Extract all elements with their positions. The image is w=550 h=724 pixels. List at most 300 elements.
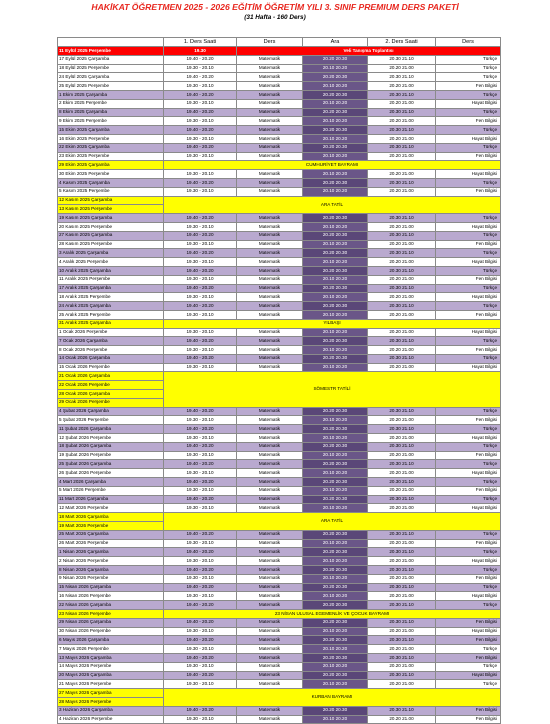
row-ders1: Matematik xyxy=(237,90,303,99)
holiday-row xyxy=(58,513,501,522)
row-slot1: 19.30 - 20.10 xyxy=(164,187,237,196)
row-ara: 20.20 20.30 xyxy=(303,548,368,557)
row-ara: 20.10 20.20 xyxy=(303,434,368,443)
row-date: 19 Şubat 2026 Perşembe xyxy=(58,451,164,460)
row-ara: 20.10 20.20 xyxy=(303,504,368,513)
table-row xyxy=(58,117,501,126)
row-slot2: 20.30 21.10 xyxy=(368,55,436,64)
row-date: 5 Kasım 2025 Perşembe xyxy=(58,187,164,196)
row-slot2: 20.20 21.00 xyxy=(368,680,436,689)
row-ders2: Fen Bilgisi xyxy=(436,539,501,548)
row-ders1: Matematik xyxy=(237,495,303,504)
row-ders1: Matematik xyxy=(237,574,303,583)
row-date: 27 Mayıs 2026 Çarşamba xyxy=(58,689,164,698)
row-date: 25 Eylül 2025 Perşembe xyxy=(58,82,164,91)
row-slot2: 20.30 21.10 xyxy=(368,90,436,99)
row-date: 20 Kasım 2025 Perşembe xyxy=(58,222,164,231)
row-ders2: Türkçe xyxy=(436,302,501,311)
holiday-label: CUMHURİYET BAYRAMI xyxy=(164,161,501,170)
row-slot2: 20.30 21.10 xyxy=(368,143,436,152)
holiday-label: YILBAŞI xyxy=(164,319,501,328)
row-slot1: 19.40 - 20.20 xyxy=(164,425,237,434)
row-date: 4 Haziran 2026 Perşembe xyxy=(58,715,164,724)
row-slot1: 19.30 - 20.10 xyxy=(164,451,237,460)
row-ders1: Matematik xyxy=(237,706,303,715)
row-slot2: 20.20 21.00 xyxy=(368,187,436,196)
row-ara: 20.10 20.20 xyxy=(303,416,368,425)
row-date: 19 Kasım 2025 Çarşamba xyxy=(58,214,164,223)
row-ders1: Matematik xyxy=(237,346,303,355)
row-slot2: 20.30 21.10 xyxy=(368,302,436,311)
row-ders1: Matematik xyxy=(237,266,303,275)
row-slot1: 19.30 - 20.10 xyxy=(164,99,237,108)
row-slot2: 20.20 21.00 xyxy=(368,117,436,126)
row-slot1: 19.30 - 20.10 xyxy=(164,117,237,126)
row-date: 18 Aralık 2025 Perşembe xyxy=(58,293,164,302)
table-row xyxy=(58,566,501,575)
row-ders2: Türkçe xyxy=(436,55,501,64)
table-row xyxy=(58,451,501,460)
row-date: 10 Aralık 2025 Çarşamba xyxy=(58,266,164,275)
table-row xyxy=(58,82,501,91)
row-ara: 20.20 20.30 xyxy=(303,231,368,240)
row-ders2: Türkçe xyxy=(436,126,501,135)
row-slot1: 19.40 - 20.20 xyxy=(164,653,237,662)
row-slot1: 19.30 - 20.10 xyxy=(164,152,237,161)
row-slot1: 19.30 - 20.10 xyxy=(164,557,237,566)
table-row xyxy=(58,231,501,240)
row-slot1: 19.40 - 20.20 xyxy=(164,460,237,469)
row-date: 13 Kasım 2025 Perşembe xyxy=(58,205,164,214)
row-ders1: Matematik xyxy=(237,73,303,82)
row-ders1: Matematik xyxy=(237,504,303,513)
row-date: 8 Ocak 2026 Perşembe xyxy=(58,346,164,355)
row-ara: 20.10 20.20 xyxy=(303,592,368,601)
row-ders1: Matematik xyxy=(237,126,303,135)
row-slot1: 19.40 - 20.20 xyxy=(164,478,237,487)
row-ders2: Türkçe xyxy=(436,442,501,451)
row-ara: 20.20 20.30 xyxy=(303,425,368,434)
row-ara: 20.10 20.20 xyxy=(303,134,368,143)
row-date: 27 Kasım 2025 Çarşamba xyxy=(58,231,164,240)
table-row xyxy=(58,152,501,161)
row-slot2: 20.20 21.00 xyxy=(368,275,436,284)
row-slot1: 19.40 - 20.20 xyxy=(164,601,237,610)
row-ara: 20.20 20.30 xyxy=(303,55,368,64)
row-ders2: Hayat Bilgisi xyxy=(436,504,501,513)
row-date: 18 Mart 2026 Çarşamba xyxy=(58,513,164,522)
holiday-row xyxy=(58,610,501,619)
row-slot1: 19.40 - 20.20 xyxy=(164,178,237,187)
row-ders2: Hayat Bilgisi xyxy=(436,557,501,566)
row-date: 4 Kasım 2025 Çarşamba xyxy=(58,178,164,187)
row-date: 8 Nisan 2026 Çarşamba xyxy=(58,566,164,575)
row-slot1: 19.40 - 20.20 xyxy=(164,108,237,117)
row-ders2: Fen Bilgisi xyxy=(436,706,501,715)
row-slot1: 19.30 - 20.10 xyxy=(164,662,237,671)
row-ders1: Matematik xyxy=(237,548,303,557)
row-slot2: 20.30 21.10 xyxy=(368,671,436,680)
table-row xyxy=(58,486,501,495)
row-date: 20 Mayıs 2026 Çarşamba xyxy=(58,671,164,680)
row-date: 11 Eylül 2025 Perşembe xyxy=(58,47,164,56)
row-slot1: 19.30 - 20.10 xyxy=(164,592,237,601)
row-slot1: 19.40 - 20.20 xyxy=(164,548,237,557)
row-ders1: Matematik xyxy=(237,143,303,152)
meeting-note: Veli Tanışma Toplantısı xyxy=(237,47,501,56)
holiday-row xyxy=(58,161,501,170)
row-date: 15 Nisan 2026 Çarşamba xyxy=(58,583,164,592)
row-slot2: 20.30 21.10 xyxy=(368,442,436,451)
row-slot2: 20.30 21.10 xyxy=(368,284,436,293)
row-ders1: Matematik xyxy=(237,117,303,126)
row-slot1: 19.40 - 20.20 xyxy=(164,143,237,152)
row-date: 1 Nisan 2026 Çarşamba xyxy=(58,548,164,557)
row-ders1: Matematik xyxy=(237,337,303,346)
row-date: 12 Kasım 2025 Çarşamba xyxy=(58,196,164,205)
table-row xyxy=(58,416,501,425)
table-row xyxy=(58,601,501,610)
row-ders2: Türkçe xyxy=(436,566,501,575)
table-row xyxy=(58,495,501,504)
row-date: 11 Mart 2026 Çarşamba xyxy=(58,495,164,504)
row-slot1: 19.30 - 20.10 xyxy=(164,715,237,724)
row-ders2: Fen Bilgisi xyxy=(436,715,501,724)
table-row xyxy=(58,108,501,117)
row-slot1: 19.40 - 20.20 xyxy=(164,266,237,275)
row-slot1: 19.30 - 20.10 xyxy=(164,64,237,73)
row-slot1: 19.30 - 20.10 xyxy=(164,469,237,478)
table-row xyxy=(58,354,501,363)
table-row xyxy=(58,645,501,654)
row-slot2: 20.30 21.10 xyxy=(368,495,436,504)
row-ara: 20.20 20.30 xyxy=(303,407,368,416)
row-ders2: Fen Bilgisi xyxy=(436,187,501,196)
table-row xyxy=(58,653,501,662)
table-row xyxy=(58,64,501,73)
row-ders1: Matematik xyxy=(237,653,303,662)
row-slot2: 20.30 21.10 xyxy=(368,354,436,363)
row-ders1: Matematik xyxy=(237,275,303,284)
row-ders1: Matematik xyxy=(237,662,303,671)
row-slot2: 20.30 21.10 xyxy=(368,73,436,82)
row-date: 18 Şubat 2026 Çarşamba xyxy=(58,442,164,451)
holiday-label: ARA TATİL xyxy=(164,513,501,531)
holiday-row xyxy=(58,372,501,381)
row-date: 12 Mart 2026 Perşembe xyxy=(58,504,164,513)
row-ders2: Türkçe xyxy=(436,680,501,689)
row-slot2: 20.20 21.00 xyxy=(368,627,436,636)
row-ders1: Matematik xyxy=(237,187,303,196)
row-date: 28 Ocak 2026 Çarşamba xyxy=(58,390,164,399)
holiday-row xyxy=(58,196,501,205)
row-slot1: 19.40 - 20.20 xyxy=(164,583,237,592)
row-ders1: Matematik xyxy=(237,152,303,161)
row-ders2: Fen Bilgisi xyxy=(436,275,501,284)
row-slot2: 20.20 21.00 xyxy=(368,82,436,91)
row-ara: 20.20 20.30 xyxy=(303,618,368,627)
row-ara: 20.20 20.30 xyxy=(303,671,368,680)
row-slot1: 19.30 - 20.10 xyxy=(164,486,237,495)
row-ders2: Türkçe xyxy=(436,601,501,610)
row-ders2: Türkçe xyxy=(436,407,501,416)
row-ders1: Matematik xyxy=(237,434,303,443)
row-ara: 20.20 20.30 xyxy=(303,126,368,135)
row-date: 8 Ekim 2025 Çarşamba xyxy=(58,108,164,117)
row-ders2: Hayat Bilgisi xyxy=(436,469,501,478)
row-ders2: Hayat Bilgisi xyxy=(436,99,501,108)
row-ara: 20.20 20.30 xyxy=(303,178,368,187)
row-ders1: Matematik xyxy=(237,680,303,689)
row-ara: 20.20 20.30 xyxy=(303,653,368,662)
row-ders1: Matematik xyxy=(237,566,303,575)
row-ara: 20.10 20.20 xyxy=(303,293,368,302)
row-slot1: 19.40 - 20.20 xyxy=(164,530,237,539)
table-row xyxy=(58,539,501,548)
row-ara: 20.10 20.20 xyxy=(303,363,368,372)
header-ara: Ara xyxy=(303,38,368,47)
row-date: 23 Nisan 2026 Perşembe xyxy=(58,610,164,619)
row-date: 14 Mayıs 2026 Perşembe xyxy=(58,662,164,671)
row-slot2: 20.30 21.10 xyxy=(368,653,436,662)
row-slot2: 20.20 21.00 xyxy=(368,574,436,583)
table-row xyxy=(58,530,501,539)
row-ders2: Türkçe xyxy=(436,284,501,293)
row-ders1: Matematik xyxy=(237,416,303,425)
table-row xyxy=(58,328,501,337)
header-ders1: Ders xyxy=(237,38,303,47)
row-ders2: Türkçe xyxy=(436,645,501,654)
row-ara: 20.10 20.20 xyxy=(303,346,368,355)
row-slot1: 19.40 - 20.20 xyxy=(164,337,237,346)
row-date: 4 Aralık 2025 Perşembe xyxy=(58,258,164,267)
row-ders2: Fen Bilgisi xyxy=(436,574,501,583)
row-ders2: Türkçe xyxy=(436,548,501,557)
row-slot1: 19.30 - 20.10 xyxy=(164,645,237,654)
row-ders1: Matematik xyxy=(237,240,303,249)
row-ders2: Hayat Bilgisi xyxy=(436,671,501,680)
row-ara: 20.20 20.30 xyxy=(303,302,368,311)
page-subtitle: (31 Hafta - 160 Ders) xyxy=(244,14,306,21)
row-date: 26 Mart 2026 Perşembe xyxy=(58,539,164,548)
row-date: 5 Mart 2026 Perşembe xyxy=(58,486,164,495)
table-row xyxy=(58,170,501,179)
row-slot1: 19.40 - 20.20 xyxy=(164,407,237,416)
row-slot2: 20.20 21.00 xyxy=(368,557,436,566)
row-ders1: Matematik xyxy=(237,407,303,416)
row-ders2: Fen Bilgisi xyxy=(436,310,501,319)
row-ara: 20.10 20.20 xyxy=(303,557,368,566)
table-row xyxy=(58,671,501,680)
row-ara: 20.20 20.30 xyxy=(303,214,368,223)
row-slot1: 19.30 - 20.10 xyxy=(164,416,237,425)
row-date: 18 Eylül 2025 Perşembe xyxy=(58,64,164,73)
row-slot1: 19.40 - 20.20 xyxy=(164,354,237,363)
row-ders1: Matematik xyxy=(237,108,303,117)
row-ders1: Matematik xyxy=(237,82,303,91)
row-ders1: Matematik xyxy=(237,249,303,258)
row-date: 24 Aralık 2025 Çarşamba xyxy=(58,302,164,311)
row-ders2: Fen Bilgisi xyxy=(436,486,501,495)
row-ders2: Hayat Bilgisi xyxy=(436,434,501,443)
row-ders1: Matematik xyxy=(237,469,303,478)
row-slot2: 20.30 21.10 xyxy=(368,460,436,469)
row-ara: 20.10 20.20 xyxy=(303,258,368,267)
row-ders2: Türkçe xyxy=(436,214,501,223)
row-date: 17 Aralık 2025 Çarşamba xyxy=(58,284,164,293)
row-date: 21 Mayıs 2026 Perşembe xyxy=(58,680,164,689)
row-date: 29 Ocak 2026 Perşembe xyxy=(58,398,164,407)
row-ders1: Matematik xyxy=(237,671,303,680)
row-date: 29 Ekim 2025 Çarşamba xyxy=(58,161,164,170)
row-date: 23 Ekim 2025 Perşembe xyxy=(58,152,164,161)
row-slot2: 20.20 21.00 xyxy=(368,258,436,267)
row-slot1: 19.30 - 20.10 xyxy=(164,258,237,267)
row-slot2: 20.30 21.10 xyxy=(368,126,436,135)
row-slot2: 20.30 21.10 xyxy=(368,706,436,715)
row-date: 16 Ekim 2025 Perşembe xyxy=(58,134,164,143)
table-row xyxy=(58,548,501,557)
row-ara: 20.20 20.30 xyxy=(303,108,368,117)
table-row xyxy=(58,99,501,108)
row-slot1: 19.30 - 20.10 xyxy=(164,222,237,231)
table-row xyxy=(58,258,501,267)
table-row xyxy=(58,302,501,311)
row-ders2: Türkçe xyxy=(436,478,501,487)
row-slot2: 20.30 21.10 xyxy=(368,530,436,539)
schedule-body xyxy=(58,47,501,724)
row-ara: 20.10 20.20 xyxy=(303,539,368,548)
row-ders2: Türkçe xyxy=(436,583,501,592)
row-ders1: Matematik xyxy=(237,354,303,363)
row-ara: 20.10 20.20 xyxy=(303,486,368,495)
row-slot1: 19.30 - 20.10 xyxy=(164,363,237,372)
row-date: 13 Mayıs 2026 Çarşamba xyxy=(58,653,164,662)
row-date: 14 Ocak 2026 Çarşamba xyxy=(58,354,164,363)
row-date: 21 Ocak 2026 Çarşamba xyxy=(58,372,164,381)
row-slot1: 19.40 - 20.20 xyxy=(164,302,237,311)
row-slot2: 20.30 21.10 xyxy=(368,601,436,610)
row-ders1: Matematik xyxy=(237,363,303,372)
row-slot1: 19.40 - 20.20 xyxy=(164,249,237,258)
row-ders1: Matematik xyxy=(237,715,303,724)
row-ara: 20.20 20.30 xyxy=(303,530,368,539)
row-date: 22 Ekim 2025 Çarşamba xyxy=(58,143,164,152)
row-ders1: Matematik xyxy=(237,64,303,73)
table-row xyxy=(58,662,501,671)
row-slot2: 20.30 21.10 xyxy=(368,566,436,575)
row-slot2: 20.20 21.00 xyxy=(368,715,436,724)
row-slot1: 19.40 - 20.20 xyxy=(164,442,237,451)
row-ders1: Matematik xyxy=(237,486,303,495)
row-slot2: 20.20 21.00 xyxy=(368,486,436,495)
row-date: 26 Şubat 2026 Perşembe xyxy=(58,469,164,478)
row-ara: 20.20 20.30 xyxy=(303,636,368,645)
row-ders2: Hayat Bilgisi xyxy=(436,293,501,302)
table-row xyxy=(58,706,501,715)
row-date: 1 Ekim 2025 Çarşamba xyxy=(58,90,164,99)
row-slot2: 20.30 21.10 xyxy=(368,478,436,487)
row-slot2: 20.30 21.10 xyxy=(368,548,436,557)
row-date: 25 Mart 2026 Çarşamba xyxy=(58,530,164,539)
row-ara: 20.20 20.30 xyxy=(303,442,368,451)
row-date: 4 Şubat 2026 Çarşamba xyxy=(58,407,164,416)
row-ders2: Hayat Bilgisi xyxy=(436,222,501,231)
row-ara: 20.10 20.20 xyxy=(303,627,368,636)
row-ders1: Matematik xyxy=(237,592,303,601)
row-ders2: Hayat Bilgisi xyxy=(436,134,501,143)
row-ara: 20.10 20.20 xyxy=(303,170,368,179)
row-slot1: 19.40 - 20.20 xyxy=(164,73,237,82)
row-date: 15 Ekim 2025 Çarşamba xyxy=(58,126,164,135)
row-date: 3 Aralık 2025 Çarşamba xyxy=(58,249,164,258)
row-slot2: 20.20 21.00 xyxy=(368,222,436,231)
row-slot1: 19.30 xyxy=(164,47,237,56)
row-ders1: Matematik xyxy=(237,328,303,337)
table-row xyxy=(58,478,501,487)
row-slot1: 19.40 - 20.20 xyxy=(164,126,237,135)
row-ara: 20.10 20.20 xyxy=(303,469,368,478)
header-date xyxy=(58,38,164,47)
row-slot2: 20.30 21.10 xyxy=(368,266,436,275)
row-slot2: 20.20 21.00 xyxy=(368,434,436,443)
row-date: 31 Aralık 2025 Çarşamba xyxy=(58,319,164,328)
row-ara: 20.10 20.20 xyxy=(303,310,368,319)
row-ara: 20.20 20.30 xyxy=(303,478,368,487)
row-ara: 20.10 20.20 xyxy=(303,82,368,91)
table-row xyxy=(58,310,501,319)
table-row xyxy=(58,143,501,152)
row-slot2: 20.30 21.10 xyxy=(368,618,436,627)
table-row xyxy=(58,47,501,56)
row-ders1: Matematik xyxy=(237,557,303,566)
row-ders2: Hayat Bilgisi xyxy=(436,170,501,179)
row-date: 6 Mayıs 2026 Çarşamba xyxy=(58,636,164,645)
row-slot2: 20.20 21.00 xyxy=(368,363,436,372)
row-slot2: 20.20 21.00 xyxy=(368,416,436,425)
row-date: 19 Mart 2026 Perşembe xyxy=(58,522,164,531)
row-ders1: Matematik xyxy=(237,55,303,64)
row-ders2: Fen Bilgisi xyxy=(436,636,501,645)
row-slot2: 20.20 21.00 xyxy=(368,662,436,671)
header-slot2: 2. Ders Saati xyxy=(368,38,436,47)
row-slot1: 19.40 - 20.20 xyxy=(164,284,237,293)
row-ara: 20.20 20.30 xyxy=(303,706,368,715)
row-slot1: 19.40 - 20.20 xyxy=(164,618,237,627)
row-ders2: Fen Bilgisi xyxy=(436,152,501,161)
row-slot2: 20.20 21.00 xyxy=(368,592,436,601)
row-slot1: 19.30 - 20.10 xyxy=(164,170,237,179)
row-ders1: Matematik xyxy=(237,530,303,539)
row-ders2: Fen Bilgisi xyxy=(436,346,501,355)
row-slot1: 19.30 - 20.10 xyxy=(164,134,237,143)
table-row xyxy=(58,618,501,627)
row-slot2: 20.20 21.00 xyxy=(368,240,436,249)
row-ders2: Fen Bilgisi xyxy=(436,416,501,425)
row-ders1: Matematik xyxy=(237,170,303,179)
row-ders2: Hayat Bilgisi xyxy=(436,592,501,601)
table-row xyxy=(58,627,501,636)
row-ara: 20.20 20.30 xyxy=(303,143,368,152)
row-ders2: Fen Bilgisi xyxy=(436,451,501,460)
row-ders2: Türkçe xyxy=(436,231,501,240)
table-row xyxy=(58,222,501,231)
row-ders2: Türkçe xyxy=(436,90,501,99)
row-slot1: 19.30 - 20.10 xyxy=(164,293,237,302)
table-row xyxy=(58,574,501,583)
row-slot1: 19.30 - 20.10 xyxy=(164,275,237,284)
row-date: 12 Şubat 2026 Perşembe xyxy=(58,434,164,443)
